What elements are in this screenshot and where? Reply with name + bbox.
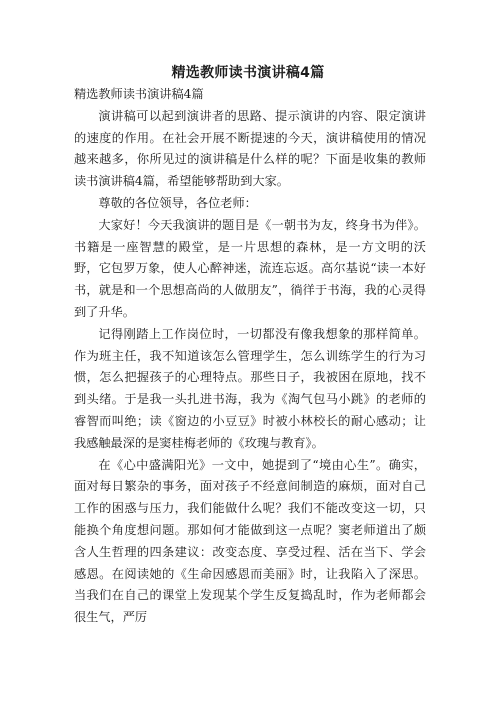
body-paragraph: 大家好！今天我演讲的题目是《一朝书为友，终身书为伴》。书籍是一座智慧的殿堂，是一片思想的森林，是一方文明的沃野，它包罗万象，使人心醉神迷，流连忘返。高尔基说“读一本好书，就是和一个思想高尚的人做朋友”，徜徉于书海，我的心灵得到了升华。: [74, 217, 426, 319]
document-title: 精选教师读书演讲稿4篇: [171, 65, 325, 81]
body-paragraph: 记得刚踏上工作岗位时，一切都没有像我想象的那样简单。作为班主任，我不知道该怎么管理学生，怎么训练学生的行为习惯，怎么把握孩子的心理特点。那些日子，我被困在原地，找不到头绪。于是我一头扎进书海，我为《淘气包马小跳》的老师的睿智而叫绝；读《窗边的小豆豆》时被小林校长的耐心感动；让我感触最深的是窦桂梅老师的《玫瑰与教育》。: [74, 326, 426, 450]
intro-paragraph: 演讲稿可以起到演讲者的思路、提示演讲的内容、限定演讲的速度的作用。在社会开展不断提速的今天，演讲稿使用的情况越来越多，你所见过的演讲稿是什么样的呢？下面是收集的教师读书演讲稿4篇，希望能够帮助到大家。: [74, 108, 426, 189]
body-paragraph: 在《心中盛满阳光》一文中，她提到了“境由心生”。确实，面对每日繁杂的事务，面对孩子不经意间制造的麻烦，面对自己工作的困惑与压力，我们能做什么呢？我们不能改变这一切，只能换个角度想问题。那如何才能做到这一点呢？窦老师道出了颇含人生哲理的四条建议：改变态度、享受过程、活在当下、学会感恩。在阅读她的《生命因感恩而美丽》时，让我陷入了深思。当我们在自己的课堂上发现某个学生反复捣乱时，作为老师都会很生气，严厉: [74, 457, 426, 625]
document-body: [74, 84, 426, 629]
greeting-paragraph: 尊敬的各位领导，各位老师：: [98, 195, 257, 210]
subtitle-paragraph: 精选教师读书演讲稿4篇: [74, 87, 204, 101]
